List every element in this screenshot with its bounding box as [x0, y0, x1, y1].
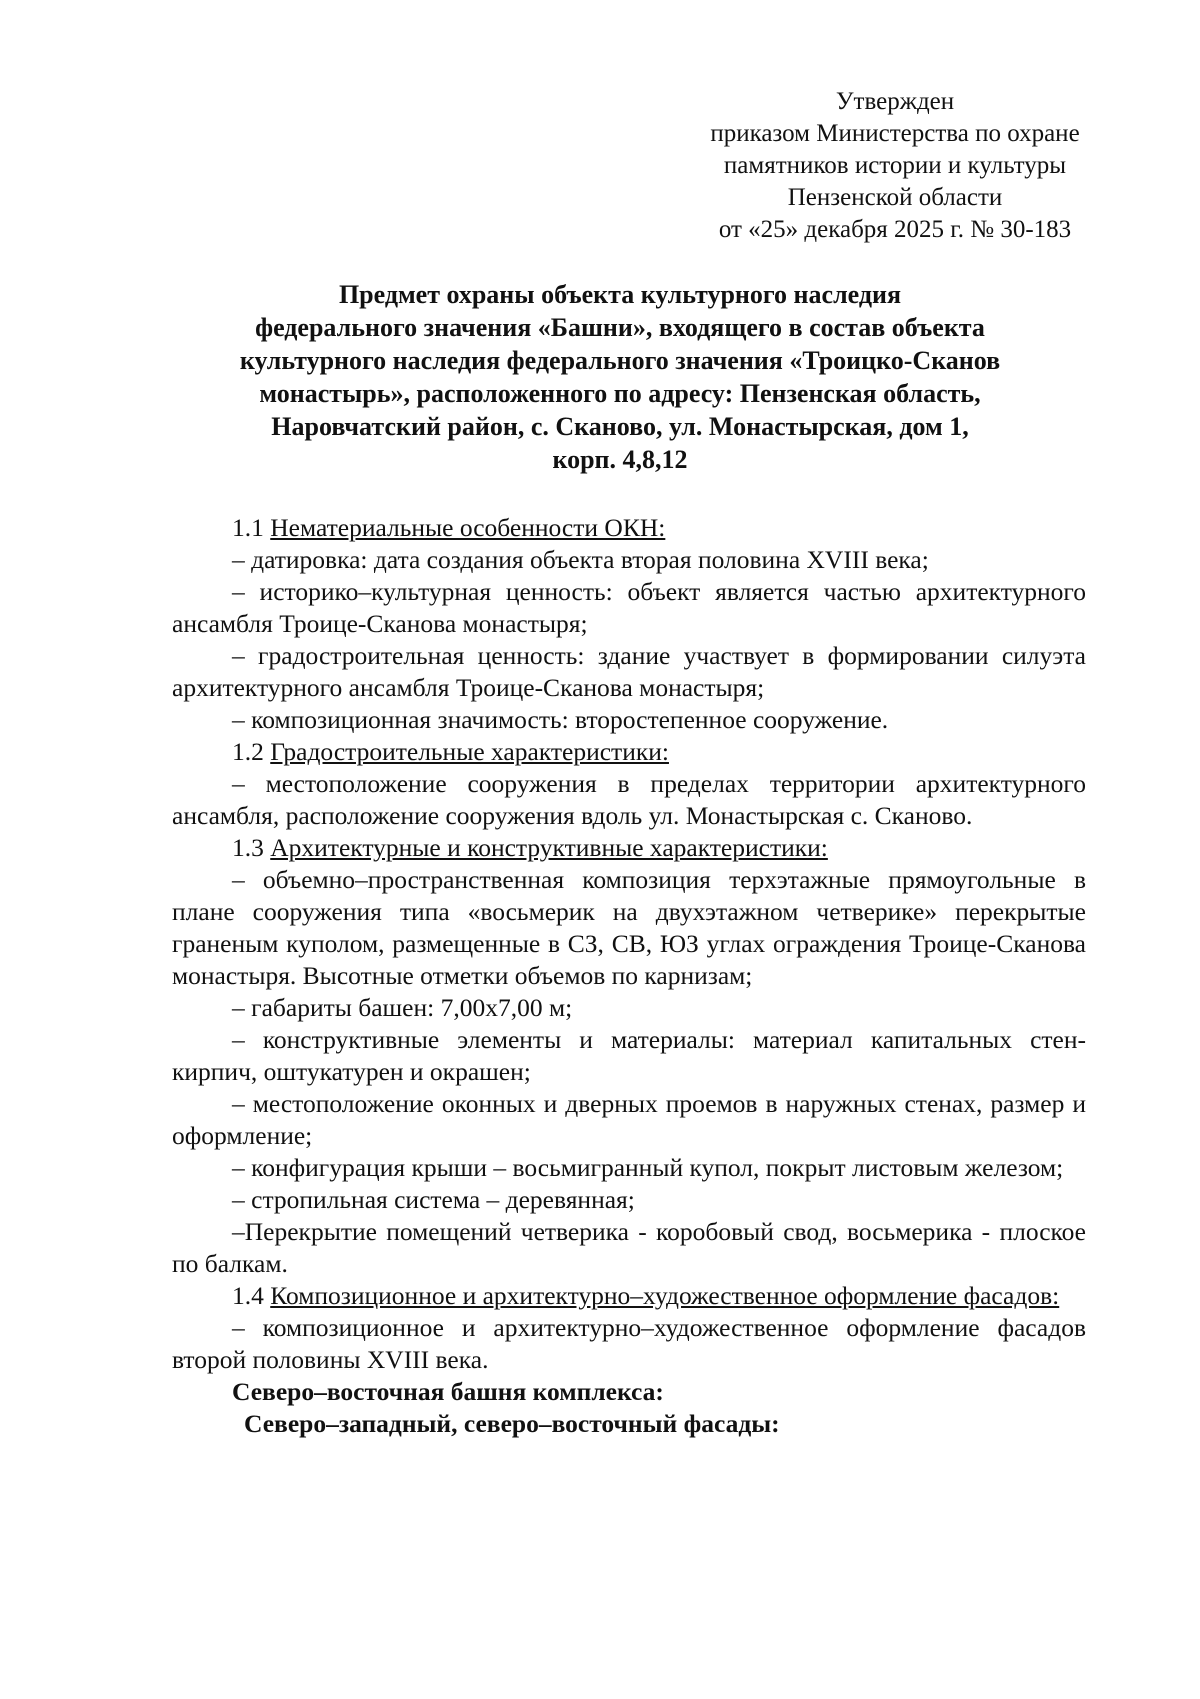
list-item: – габариты башен: 7,00х7,00 м; [232, 993, 573, 1022]
list-item: – историко–культурная ценность: объект является частью архитектурного ансамбля Троице-Сканова монастыря; [172, 577, 1086, 638]
approval-line: Утвержден [835, 88, 955, 115]
approval-line: от «25» декабря 2025 г. № 30-183 [718, 216, 1072, 243]
subheading-facades: Северо–западный, северо–восточный фасады: [244, 1409, 780, 1438]
list-item: – местоположение оконных и дверных проемов в наружных стенах, размер и оформление; [172, 1089, 1086, 1150]
approval-line: памятников истории и культуры [723, 152, 1067, 179]
list-item: – градостроительная ценность: здание участвует в формировании силуэта архитектурного ансамбля Троице-Сканова монастыря; [172, 641, 1086, 702]
section-number: 1.1 [232, 513, 271, 542]
title-line: федерального значения «Башни», входящего в состав объекта [255, 313, 985, 342]
section-heading-text: Композиционное и архитектурно–художественное оформление фасадов: [270, 1281, 1060, 1310]
section-heading-1-4 [172, 1280, 1086, 1312]
list-item: – стропильная система – деревянная; [232, 1185, 635, 1214]
list-item: – композиционная значимость: второстепенное сооружение. [232, 705, 889, 734]
document-title [160, 278, 1080, 476]
list-item: – конфигурация крыши – восьмигранный купол, покрыт листовым железом; [232, 1153, 1064, 1182]
list-item: – местоположение сооружения в пределах территории архитектурного ансамбля, расположение сооружения вдоль ул. Монастырская с. Сканово. [172, 769, 1086, 830]
list-item: –Перекрытие помещений четверика - коробовый свод, восьмерика - плоское по балкам. [172, 1217, 1086, 1278]
section-number: 1.3 [232, 833, 271, 862]
section-heading-1-3 [172, 832, 1086, 864]
section-number: 1.2 [232, 737, 271, 766]
title-line: Наровчатский район, с. Сканово, ул. Монастырская, дом 1, [271, 412, 969, 441]
section-number: 1.4 [232, 1281, 271, 1310]
list-item: – объемно–пространственная композиция терхэтажные прямоугольные в плане сооружения типа «восьмерик на двухэтажном четверике» перекрытые граненым куполом, размещенные в СЗ, СВ, ЮЗ углах ограждения Троице-Сканова монастыря. Высотные отметки объемов по карнизам; [172, 865, 1086, 990]
document-body [172, 512, 1086, 1440]
section-heading-1-1 [172, 512, 1086, 544]
list-item: – конструктивные элементы и материалы: материал капитальных стен- кирпич, оштукатурен и окрашен; [172, 1025, 1086, 1086]
approval-line: Пензенской области [787, 184, 1003, 211]
title-line: корп. 4,8,12 [552, 445, 688, 474]
section-heading-1-2 [172, 736, 1086, 768]
list-item: – датировка: дата создания объекта вторая половина XVIII века; [232, 545, 929, 574]
approval-line: приказом Министерства по охране [710, 120, 1080, 147]
subheading-ne-tower: Северо–восточная башня комплекса: [232, 1377, 664, 1406]
section-heading-text: Градостроительные характеристики: [270, 737, 669, 766]
section-heading-text: Нематериальные особенности ОКН: [270, 513, 666, 542]
title-line: культурного наследия федерального значения «Троицко-Сканов [239, 346, 1001, 375]
title-line: Предмет охраны объекта культурного наследия [338, 280, 902, 309]
title-line: монастырь», расположенного по адресу: Пензенская область, [259, 379, 981, 408]
approval-block [690, 86, 1100, 246]
list-item: – композиционное и архитектурно–художественное оформление фасадов второй половины XVIII века. [172, 1313, 1086, 1374]
section-heading-text: Архитектурные и конструктивные характеристики: [270, 833, 828, 862]
